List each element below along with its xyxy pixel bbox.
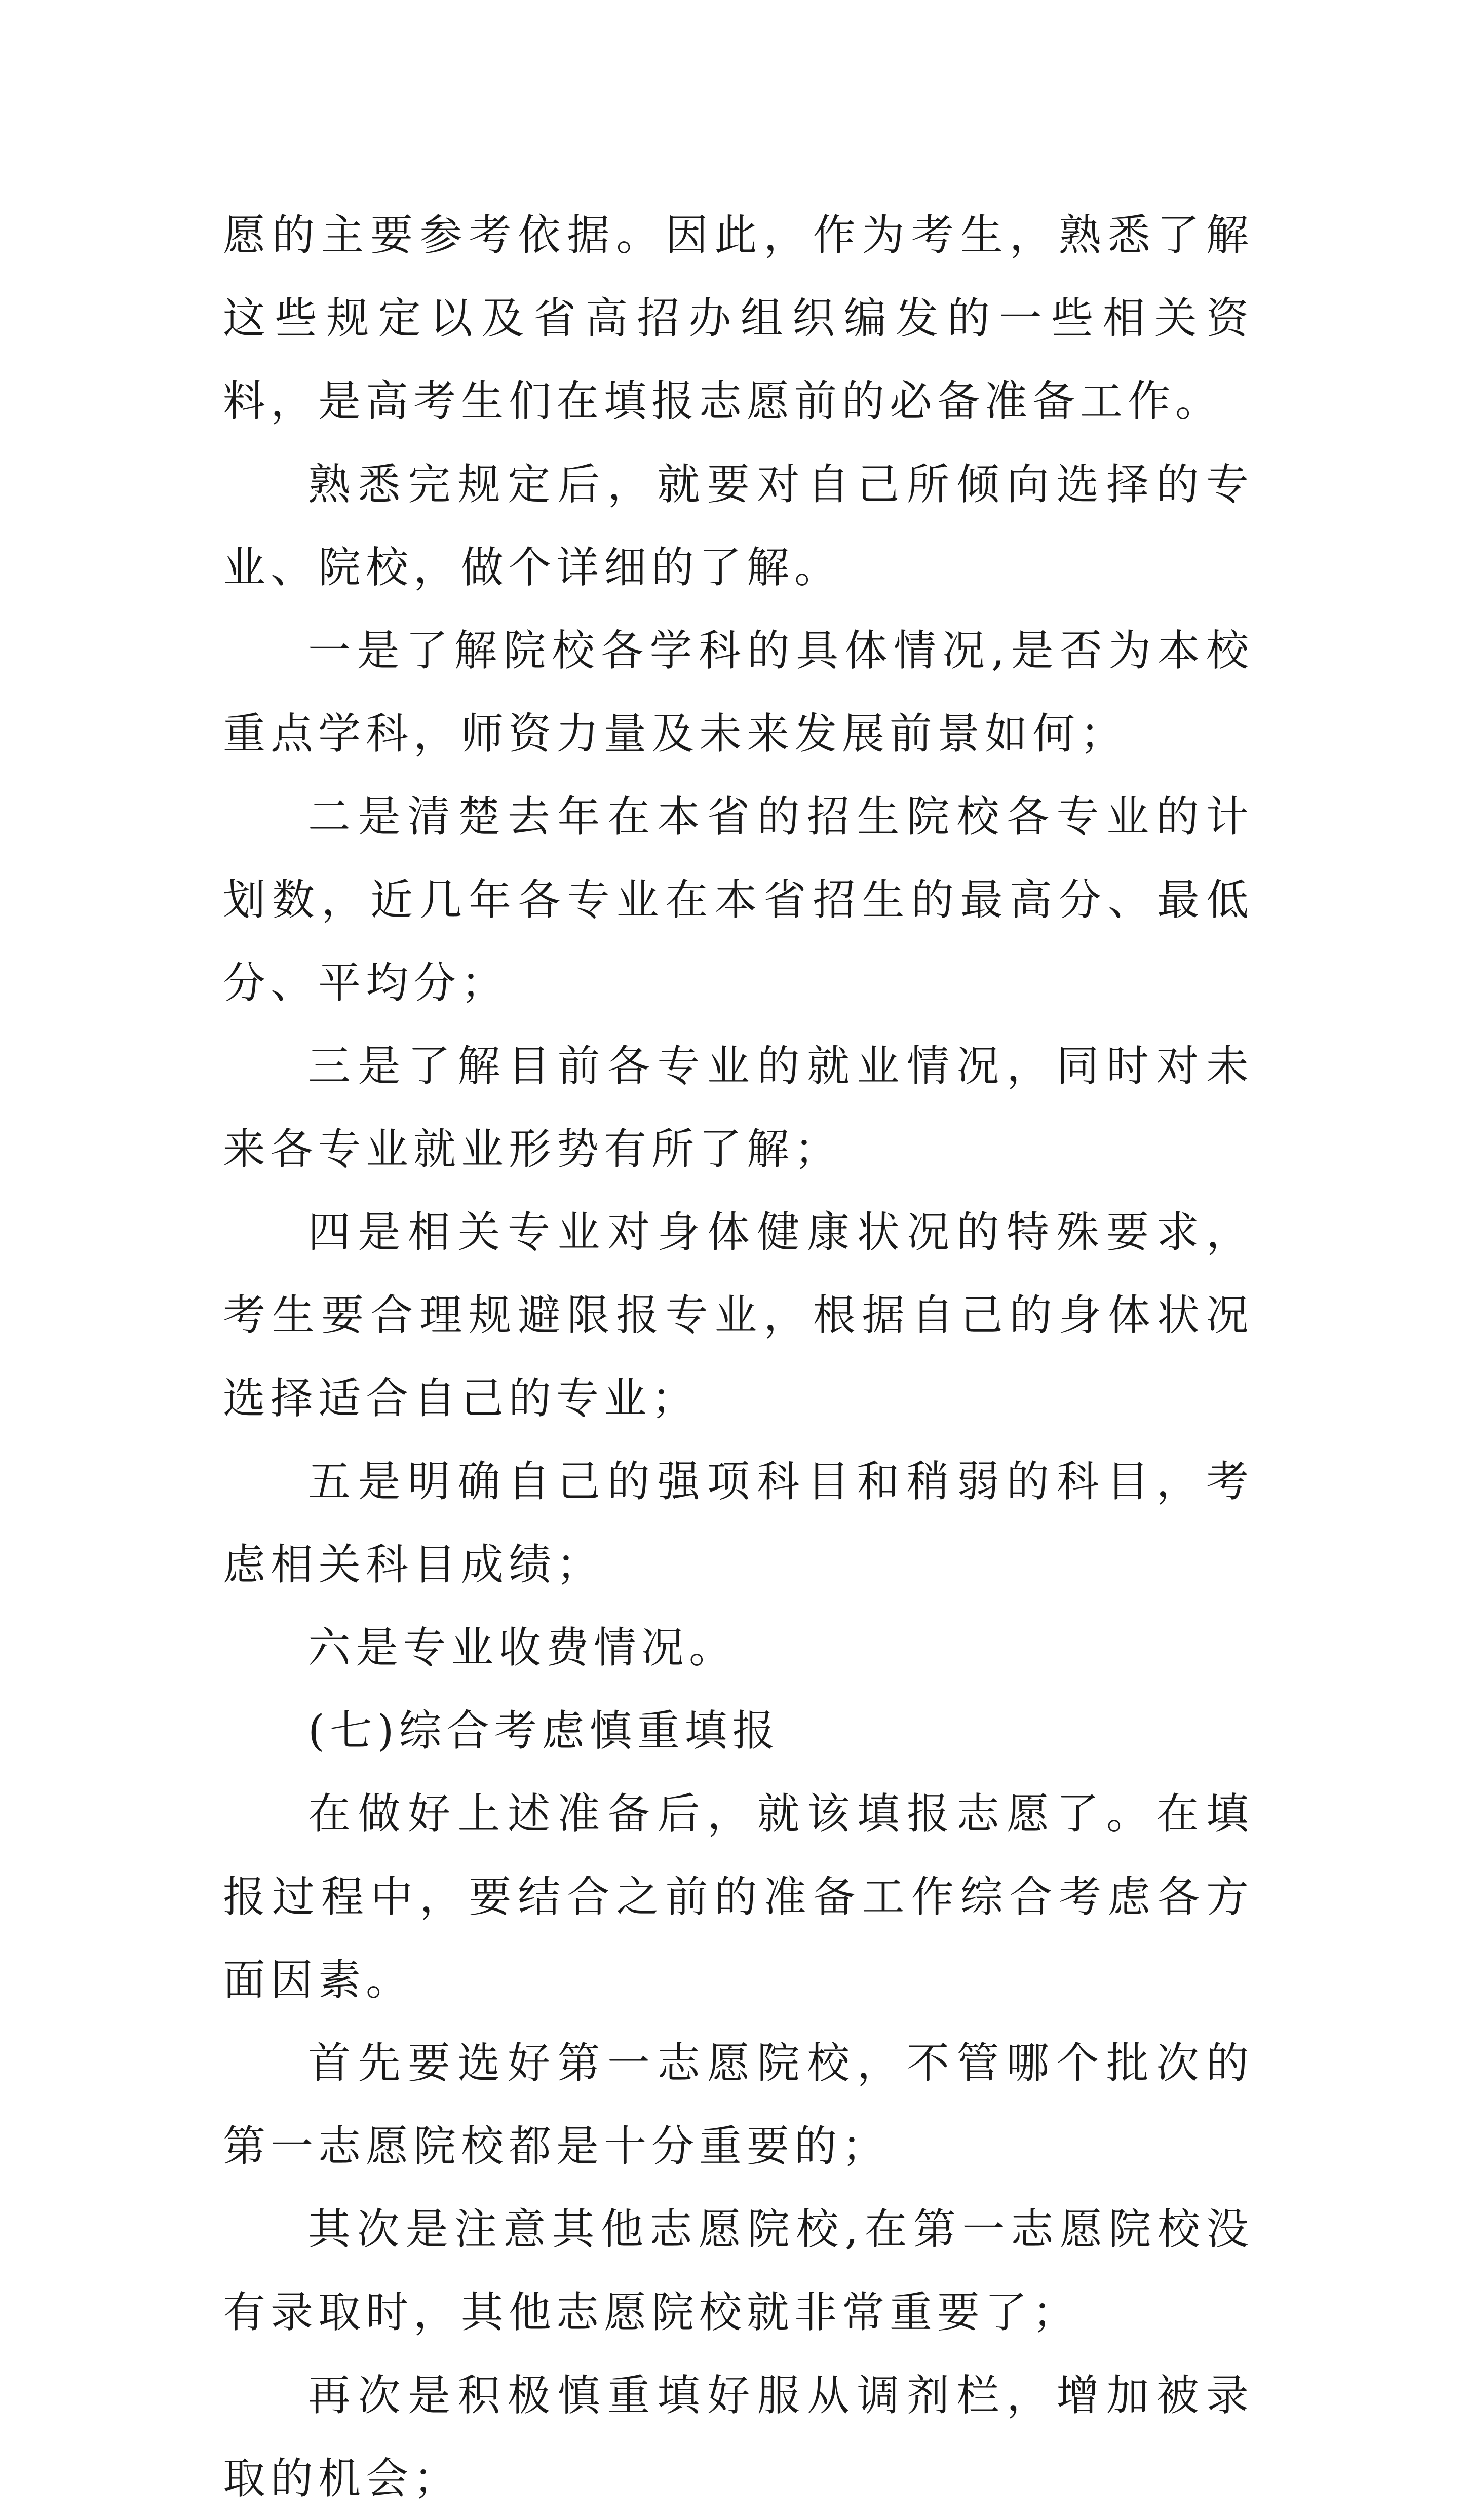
paragraph-continued: 愿的主要参考依据。因此，作为考生，熟悉了解这些规定以及省高招办组织编发的一些相关资料，是高考生们在填报志愿前的必备准备工作。: [223, 210, 1254, 426]
paragraph-familiarize: 熟悉完规定后，就要对自己所倾向选择的专业、院校，做个详细的了解。: [223, 460, 1254, 592]
paragraph-first-choice: 首先要选好第一志愿院校，不管哪个批次的第一志愿院校都是十分重要的；: [223, 2038, 1254, 2171]
paragraph-point-5: 五是明确自己的强项科目和稍弱的科目，考虑相关科目成绩；: [223, 1457, 1254, 1589]
paragraph-other-choices: 其次是注意其他志愿院校,在第一志愿院校没有录取时，其他志愿院校就非常重要了；: [223, 2204, 1254, 2337]
paragraph-filling: 在做好上述准备后，就该填报志愿了。在填报过程中，要结合之前的准备工作综合考虑各方面因素。: [223, 1789, 1254, 2005]
paragraph-adjustment: 再次是积极慎重填好服从调剂栏，增加被录取的机会；: [223, 2371, 1254, 2503]
section-heading-7: (七)综合考虑慎重填报: [308, 1706, 780, 1755]
paragraph-point-2: 二是清楚去年在本省的招生院校各专业的计划数，近几年各专业在本省招生的最高分、最低分、平均分；: [223, 792, 1254, 1008]
paragraph-point-4: 四是相关专业对身体健康状况的特殊要求，考生要合理规避限报专业，根据自己的身体状况选择适合自己的专业；: [223, 1207, 1254, 1423]
body-text: [223, 194, 1254, 2520]
paragraph-point-6: 六是专业收费情况。: [308, 1623, 737, 1672]
paragraph-point-1: 一是了解院校各学科的具体情况,是否为本校重点学科，师资力量及未来发展前景如何；: [223, 626, 1254, 758]
paragraph-point-3: 三是了解目前各专业的就业情况，同时对未来各专业就业形势有所了解；: [223, 1041, 1254, 1174]
